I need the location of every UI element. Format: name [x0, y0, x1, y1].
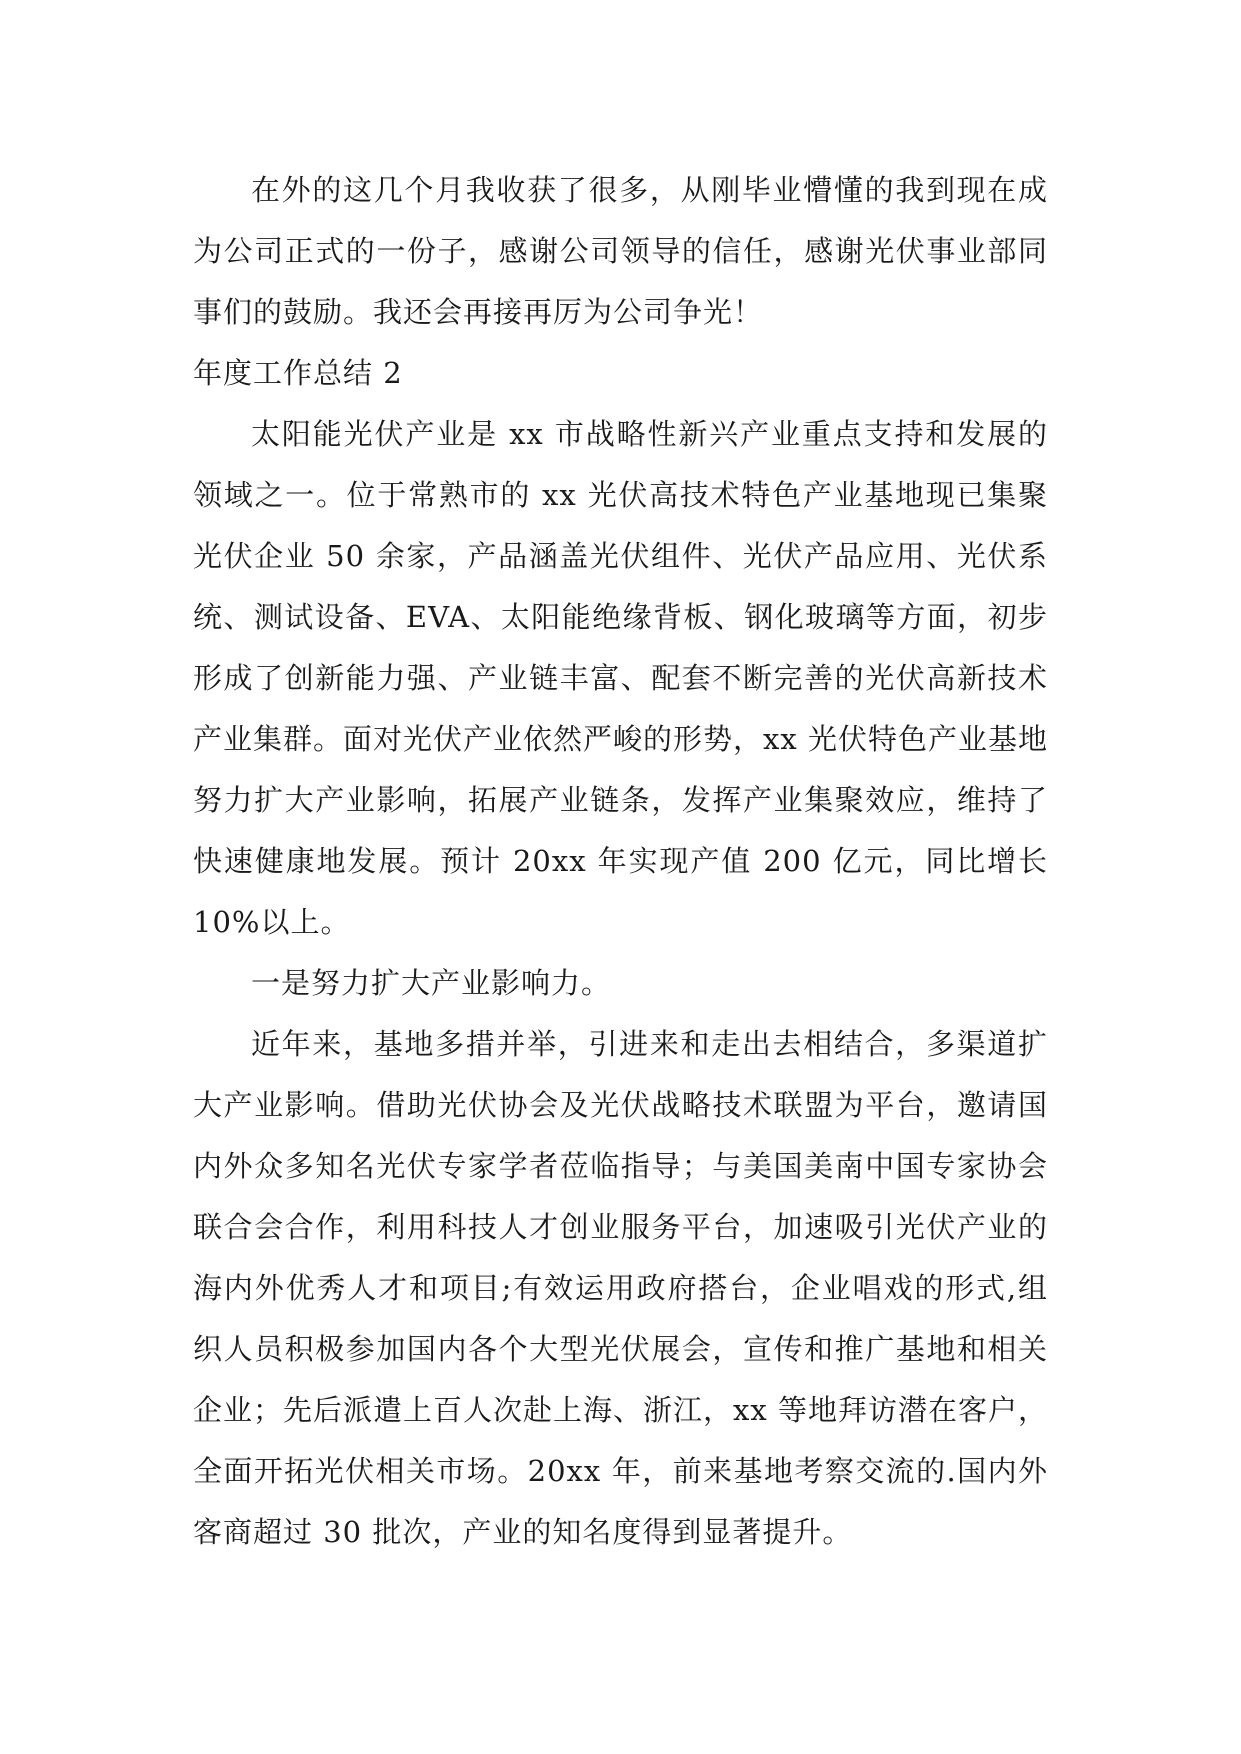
- section-heading: 年度工作总结 2: [193, 356, 403, 390]
- document-body: [193, 160, 1048, 1563]
- paragraph-point-one: 一是努力扩大产业影响力。: [251, 966, 612, 1000]
- paragraph-influence-details: 近年来，基地多措并举，引进来和走出去相结合，多渠道扩大产业影响。借助光伏协会及光伏战略技术联盟为平台，邀请国内外众多知名光伏专家学者莅临指导；与美国美南中国专家协会联合会合作，利用科技人才创业服务平台，加速吸引光伏产业的海内外优秀人才和项目;有效运用政府搭台，企业唱戏的形式,组织人员积极参加国内各个大型光伏展会，宣传和推广基地和相关企业；先后派遣上百人次赴上海、浙江，xx 等地拜访潜在客户，全面开拓光伏相关市场。20xx 年，前来基地考察交流的.国内外客商超过 30 批次，产业的知名度得到显著提升。: [193, 1027, 1048, 1549]
- paragraph-industry-overview: 太阳能光伏产业是 xx 市战略性新兴产业重点支持和发展的领域之一。位于常熟市的 xx 光伏高技术特色产业基地现已集聚光伏企业 50 余家，产品涵盖光伏组件、光伏产品应用、光伏系统、测试设备、EVA、太阳能绝缘背板、钢化玻璃等方面，初步形成了创新能力强、产业链丰富、配套不断完善的光伏高新技术产业集群。面对光伏产业依然严峻的形势，xx 光伏特色产业基地努力扩大产业影响，拓展产业链条，发挥产业集聚效应，维持了快速健康地发展。预计 20xx 年实现产值 200 亿元，同比增长 10%以上。: [193, 417, 1048, 939]
- paragraph-gratitude: 在外的这几个月我收获了很多，从刚毕业懵懂的我到现在成为公司正式的一份子，感谢公司领导的信任，感谢光伏事业部同事们的鼓励。我还会再接再厉为公司争光！: [193, 173, 1048, 329]
